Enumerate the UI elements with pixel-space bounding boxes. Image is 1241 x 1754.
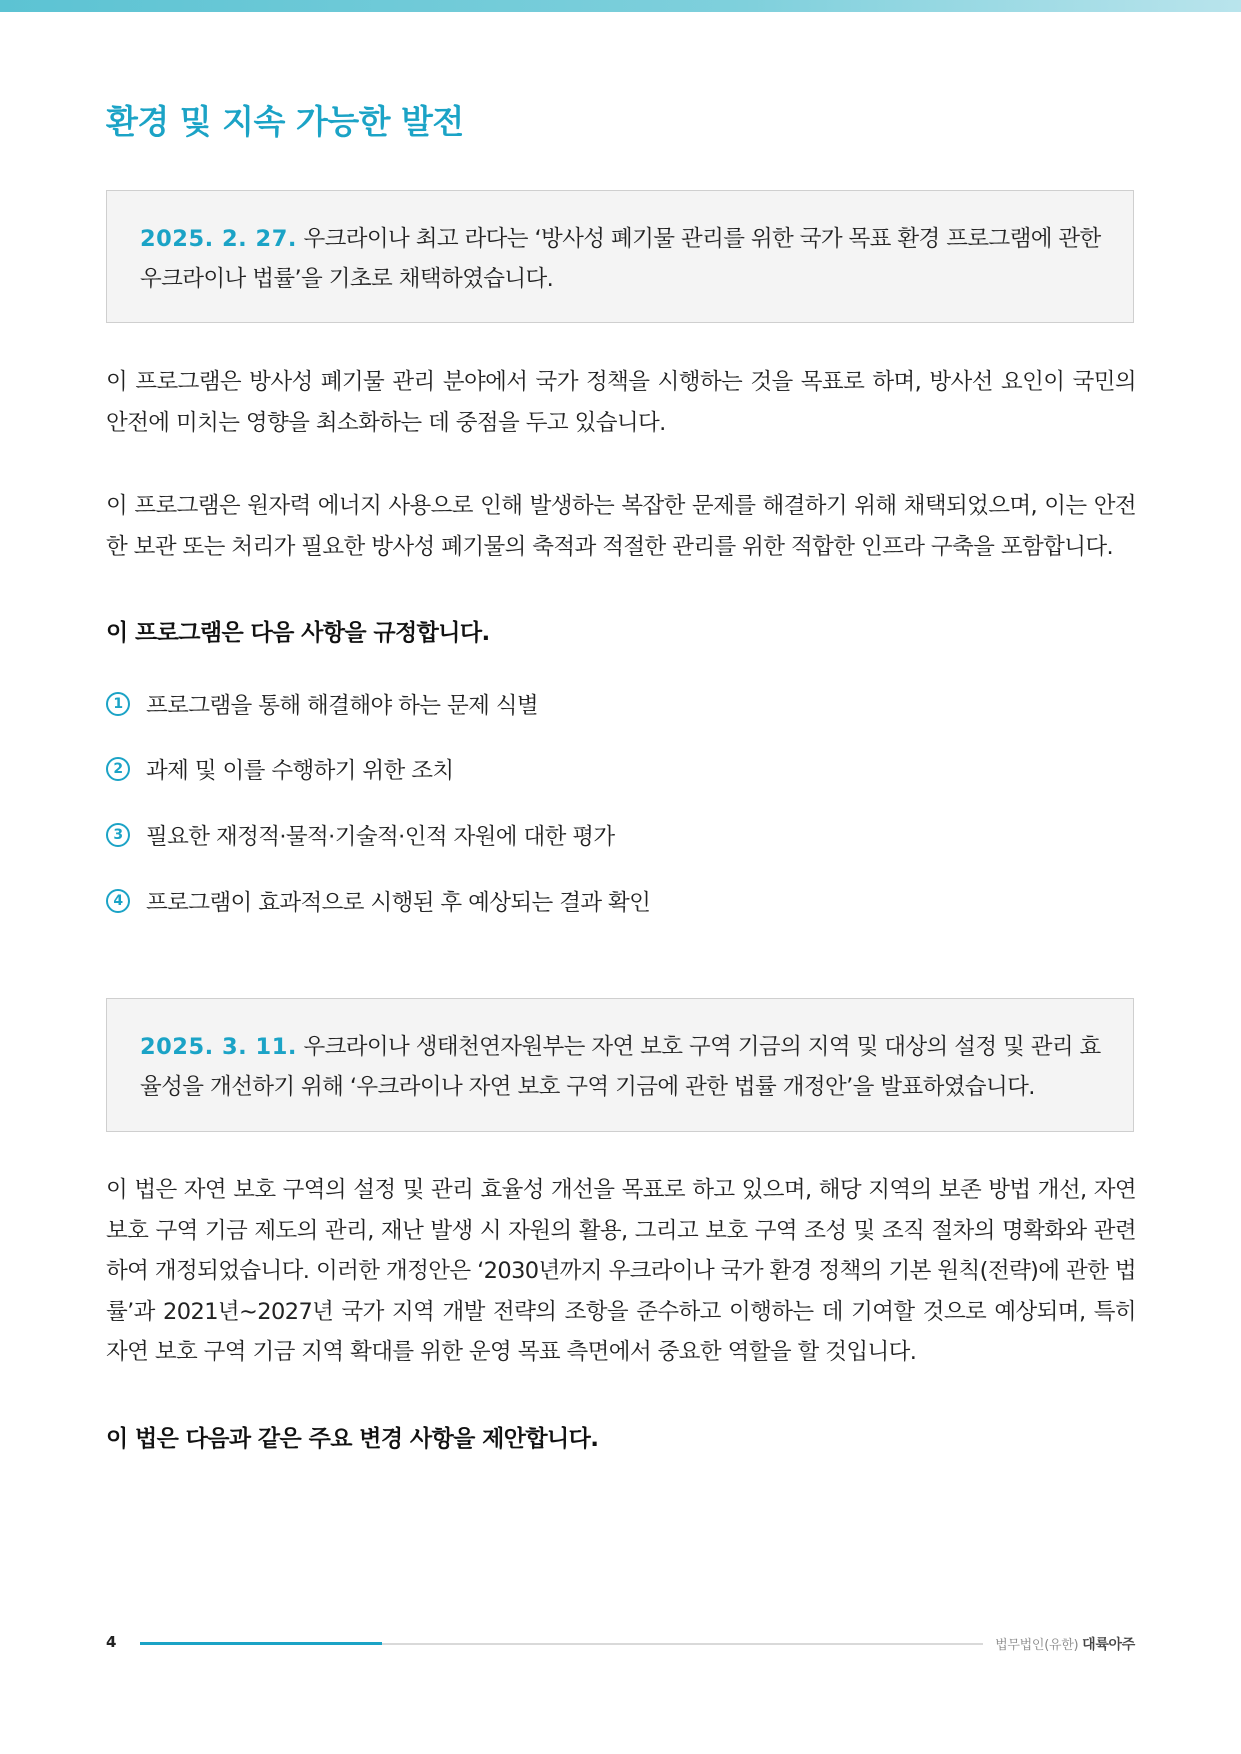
callout-text: 율성을 개선하기 위해 ‘우크라이나 자연 보호 구역 기금에 관한 법률 개정안’을 발표하였습니다.: [140, 1074, 1035, 1100]
callout-text: 우크라이나 최고 라다는 ‘방사성 폐기물 관리를 위한 국가 목표 환경 프로그램에 관한: [303, 226, 1101, 252]
circled-number: 2: [106, 757, 130, 781]
section-heading: 이 법은 다음과 같은 주요 변경 사항을 제안합니다.: [106, 1426, 599, 1452]
page-title: 환경 및 지속 가능한 발전: [106, 102, 464, 141]
callout-line: [140, 1027, 1103, 1067]
callout-box-2: [106, 998, 1134, 1132]
list-item-text: 과제 및 이를 수행하기 위한 조치: [146, 758, 454, 784]
circled-number: 3: [106, 823, 130, 847]
body-paragraph: 이 법은 자연 보호 구역의 설정 및 관리 효율성 개선을 목표로 하고 있으며, 해당 지역의 보존 방법 개선, 자연 보호 구역 기금 제도의 관리, 재난 발생 시 자원의 활용, 그리고 보호 구역 조성 및 조직 절차의 명확화와 관련하여 개정되었습니다. 이러한 개정안은 ‘2030년까지 우크라이나 국가 환경 정책의 기본 원칙(전략)에 관한 법률’과 2021년~2027년 국가 지역 개발 전략의 조항을 준수하고 이행하는 데 기여할 것으로 예상되며, 특히 자연 보호 구역 기금 지역 확대를 위한 운영 목표 측면에서 중요한 역할을 할 것입니다.: [106, 1177, 1136, 1365]
footer-brand: [995, 1634, 1135, 1654]
callout-box-1: [106, 190, 1134, 323]
callout-text: 우크라이나 법률’을 기초로 채택하였습니다.: [140, 266, 554, 292]
page-number: 4: [106, 1633, 117, 1651]
body-paragraph: 이 프로그램은 방사성 폐기물 관리 분야에서 국가 정책을 시행하는 것을 목표로 하며, 방사선 요인이 국민의 안전에 미치는 영향을 최소화하는 데 중점을 두고 있습니다.: [106, 369, 1136, 436]
callout-date: 2025. 2. 27.: [140, 226, 297, 252]
brand-prefix: 법무법인(유한): [995, 1638, 1079, 1653]
circled-number: 4: [106, 889, 130, 913]
brand-name: 대륙아주: [1082, 1637, 1135, 1653]
list-item: [106, 819, 615, 851]
section-heading: 이 프로그램은 다음 사항을 규정합니다.: [106, 620, 490, 646]
body-paragraph: 이 프로그램은 원자력 에너지 사용으로 인해 발생하는 복잡한 문제를 해결하기 위해 채택되었으며, 이는 안전한 보관 또는 처리가 필요한 방사성 폐기물의 축적과 적절한 관리를 위한 적합한 인프라 구축을 포함합니다.: [106, 493, 1136, 560]
callout-text: 우크라이나 생태천연자원부는 자연 보호 구역 기금의 지역 및 대상의 설정 및 관리 효: [303, 1034, 1101, 1060]
circled-number: 1: [106, 692, 130, 716]
callout-date: 2025. 3. 11.: [140, 1034, 297, 1060]
list-item: [106, 688, 538, 720]
list-item-text: 프로그램이 효과적으로 시행된 후 예상되는 결과 확인: [146, 890, 651, 916]
callout-line: [140, 219, 1103, 259]
list-item-text: 필요한 재정적·물적·기술적·인적 자원에 대한 평가: [146, 824, 615, 850]
list-item: [106, 885, 650, 917]
list-item-text: 프로그램을 통해 해결해야 하는 문제 식별: [146, 693, 539, 719]
list-item: [106, 753, 454, 785]
footer-rule-accent: [140, 1642, 382, 1645]
top-accent-bar: [0, 0, 1241, 12]
